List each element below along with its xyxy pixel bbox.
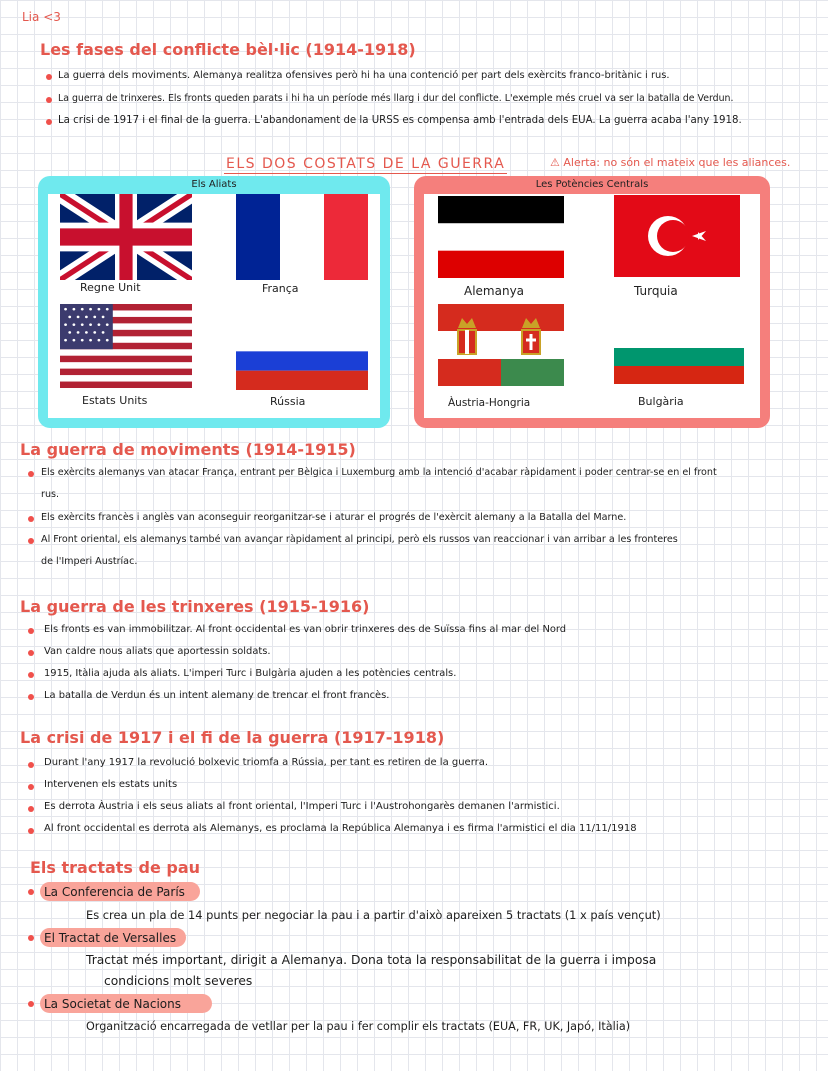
phases-title: Les fases del conflicte bèl·lic (1914-1918) <box>40 40 416 59</box>
phases-bullet-3: La crisi de 1917 i el final de la guerra. L'abandonament de la URSS es compensa amb l'entrada dels EUA. La guerra acaba l'any 1918. <box>58 115 742 126</box>
bullet-dot <box>46 97 52 103</box>
allies-panel <box>38 176 390 428</box>
phases-bullet-2: La guerra de trinxeres. Els fronts queden parats i hi ha un període més llarg i dur del conflicte. L'exemple més cruel va ser la batalla de Verdun. <box>58 93 734 104</box>
crisis-line-4: Al front occidental es derrota als Alemanys, es proclama la República Alemanya i es firma l'armistici el dia 11/11/1918 <box>44 823 637 834</box>
trenches-line-2: Van caldre nous aliats que aportessin soldats. <box>44 646 271 657</box>
bullet-dot <box>28 516 34 522</box>
movements-line-3: Al Front oriental, els alemanys també van avançar ràpidament al principi, però els russos van reaccionar i van arribar a les fronteres <box>41 534 678 545</box>
bullet-dot <box>46 119 52 125</box>
russia-flag <box>236 332 368 390</box>
treaty-label-versailles: El Tractat de Versalles <box>44 931 177 945</box>
treaty-versailles-text-2: condicions molt severes <box>104 974 253 988</box>
caption-austria-hungary: Àustria-Hongria <box>448 397 531 409</box>
bullet-dot <box>28 538 34 544</box>
phases-bullet-1: La guerra dels moviments. Alemanya realitza ofensives però hi ha una contenció per part dels exèrcits franco-britànic i rus. <box>58 70 670 81</box>
central-title: Les Potències Centrals <box>535 179 649 190</box>
crisis-line-2: Intervenen els estats units <box>44 779 178 790</box>
uk-flag <box>60 194 192 280</box>
caption-germany: Alemanya <box>464 284 525 298</box>
treaty-versailles-text-1: Tractat més important, dirigit a Alemanya. Dona tota la responsabilitat de la guerra i imposa <box>86 953 657 967</box>
bullet-dot <box>28 694 34 700</box>
bullet-dot <box>28 628 34 634</box>
trenches-line-1: Els fronts es van immobilitzar. Al front occidental es van obrir trinxeres des de Suïssa fins al mar del Nord <box>44 624 567 635</box>
sides-title: ELS DOS COSTATS DE LA GUERRA <box>226 156 506 172</box>
trenches-title: La guerra de les trinxeres (1915-1916) <box>20 597 370 616</box>
bullet-dot <box>28 889 34 895</box>
caption-uk: Regne Unit <box>80 281 141 294</box>
movements-line-2: Els exèrcits francès i anglès van aconseguir reorganitzar-se i aturar el progrés de l'exèrcit alemany a la Batalla del Marne. <box>41 512 627 523</box>
bullet-dot <box>28 762 34 768</box>
movements-line-1: Els exèrcits alemanys van atacar França, entrant per Bèlgica i Luxemburg amb la intenció d'acabar ràpidament i poder centrar-se en el front <box>41 467 717 478</box>
treaty-label-paris: La Conferencia de París <box>44 885 185 899</box>
bullet-dot <box>28 784 34 790</box>
turkey-flag <box>614 195 740 277</box>
bulgaria-flag <box>614 330 744 384</box>
treaty-nations-text: Organització encarregada de vetllar per la pau i fer complir els tractats (EUA, FR, UK, Japó, Itàlia) <box>86 1020 631 1033</box>
corner-note: Lia <3 <box>22 10 61 24</box>
crisis-line-3: Es derrota Àustria i els seus aliats al front oriental, l'Imperi Turc i l'Austrohongarès demanen l'armistici. <box>44 801 560 812</box>
caption-usa: Estats Units <box>82 394 148 407</box>
treaty-paris-text: Es crea un pla de 14 punts per negociar la pau i a partir d'això apareixen 5 tractats (1 x país vençut) <box>86 908 661 922</box>
bullet-dot <box>28 1001 34 1007</box>
crisis-line-1: Durant l'any 1917 la revolució bolxevic triomfa a Rússia, per tant es retiren de la guerra. <box>44 757 489 768</box>
bullet-dot <box>28 672 34 678</box>
caption-france: França <box>262 282 299 295</box>
trenches-line-4: La batalla de Verdun és un intent alemany de trencar el front francès. <box>44 690 390 701</box>
bullet-dot <box>28 828 34 834</box>
alert-note: ⚠ Alerta: no són el mateix que les aliances. <box>550 156 791 169</box>
bullet-dot <box>46 74 52 80</box>
caption-russia: Rússia <box>270 395 306 408</box>
austria-hungary-flag <box>438 304 564 386</box>
bullet-dot <box>28 935 34 941</box>
france-flag <box>236 194 368 280</box>
central-powers-panel <box>414 176 770 428</box>
germany-flag <box>438 196 564 278</box>
bullet-dot <box>28 650 34 656</box>
usa-flag <box>60 304 192 388</box>
caption-bulgaria: Bulgària <box>638 395 684 408</box>
caption-turkey: Turquia <box>634 284 678 298</box>
treaty-label-nations: La Societat de Nacions <box>44 997 181 1011</box>
movements-line-1b: rus. <box>41 489 60 500</box>
bullet-dot <box>28 471 34 477</box>
trenches-line-3: 1915, Itàlia ajuda als aliats. L'imperi Turc i Bulgària ajuden a les potències centrals. <box>44 668 457 679</box>
allies-title: Els Aliats <box>191 179 237 190</box>
bullet-dot <box>28 806 34 812</box>
treaties-title: Els tractats de pau <box>30 858 201 877</box>
movements-title: La guerra de moviments (1914-1915) <box>20 440 356 459</box>
movements-line-3b: de l'Imperi Austríac. <box>41 556 138 567</box>
crisis-title: La crisi de 1917 i el fi de la guerra (1917-1918) <box>20 728 445 747</box>
